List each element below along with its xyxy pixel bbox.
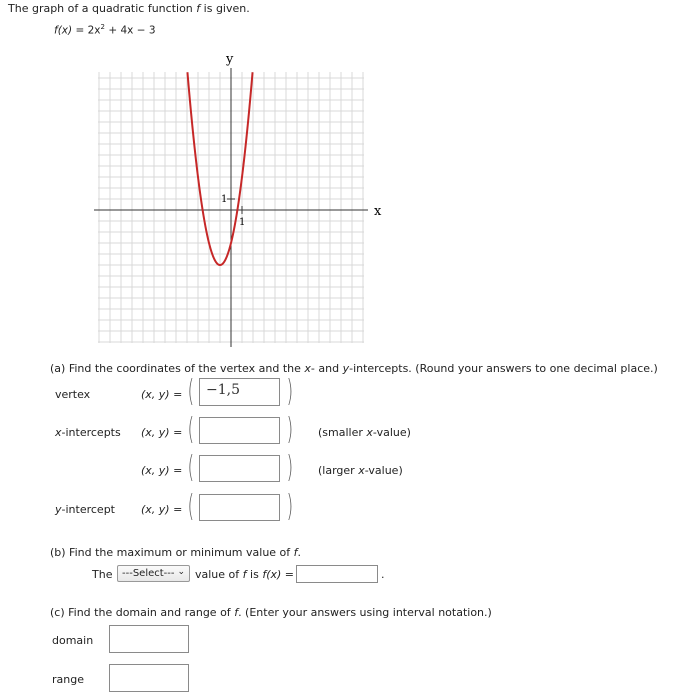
select-value: ---Select--- xyxy=(122,568,175,579)
part-c-prompt: (c) Find the domain and range of f. (Enter your answers using interval notation.) xyxy=(50,606,492,619)
yint-xy-label: (x, y) = xyxy=(141,503,183,516)
x-axis-label: x xyxy=(374,204,382,219)
domain-label: domain xyxy=(52,634,94,647)
part-b-prompt: (b) Find the maximum or minimum value of f. xyxy=(50,546,302,559)
left-paren: ( xyxy=(187,412,195,447)
part-b-value-text: value of f is f(x) = xyxy=(195,568,295,581)
right-paren: ) xyxy=(286,412,294,447)
max-min-select[interactable] xyxy=(117,565,190,582)
y-axis-label: y xyxy=(226,52,234,67)
extreme-value-input[interactable] xyxy=(296,565,378,583)
range-input[interactable] xyxy=(109,664,189,692)
y-intercept-input[interactable] xyxy=(199,494,280,521)
vertex-label: vertex xyxy=(55,388,91,401)
vertex-xy-label: (x, y) = xyxy=(141,388,183,401)
right-paren: ) xyxy=(286,450,294,485)
xint1-xy-label: (x, y) = xyxy=(141,426,183,439)
domain-input[interactable] xyxy=(109,625,189,653)
part-a-prompt: (a) Find the coordinates of the vertex and the x- and y-intercepts. (Round your answers to one decimal place.) xyxy=(50,362,658,375)
right-paren: ) xyxy=(286,489,294,524)
chevron-down-icon: ⌄ xyxy=(177,567,185,577)
x-tick-label: 1 xyxy=(239,217,246,228)
problem-intro: The graph of a quadratic function f is given. xyxy=(8,2,250,15)
smaller-x-value-note: (smaller x-value) xyxy=(318,426,411,439)
y-intercept-label: y-intercept xyxy=(55,503,115,516)
xint2-xy-label: (x, y) = xyxy=(141,464,183,477)
function-definition: $f(x) = 2x^2 + 4x - 3$ xyxy=(54,23,156,37)
vertex-input[interactable]: −1,5 xyxy=(199,378,280,406)
x-intercept-smaller-input[interactable] xyxy=(199,417,280,444)
right-paren: ) xyxy=(286,374,294,409)
larger-x-value-note: (larger x-value) xyxy=(318,464,403,477)
left-paren: ( xyxy=(187,450,195,485)
left-paren: ( xyxy=(187,489,195,524)
part-b-period: . xyxy=(381,568,385,581)
y-tick-label: 1 xyxy=(221,194,228,205)
x-intercept-larger-input[interactable] xyxy=(199,455,280,482)
left-paren: ( xyxy=(187,374,195,409)
range-label: range xyxy=(52,673,84,686)
x-intercepts-label: x-intercepts xyxy=(55,426,121,439)
part-b-the: The xyxy=(92,568,113,581)
